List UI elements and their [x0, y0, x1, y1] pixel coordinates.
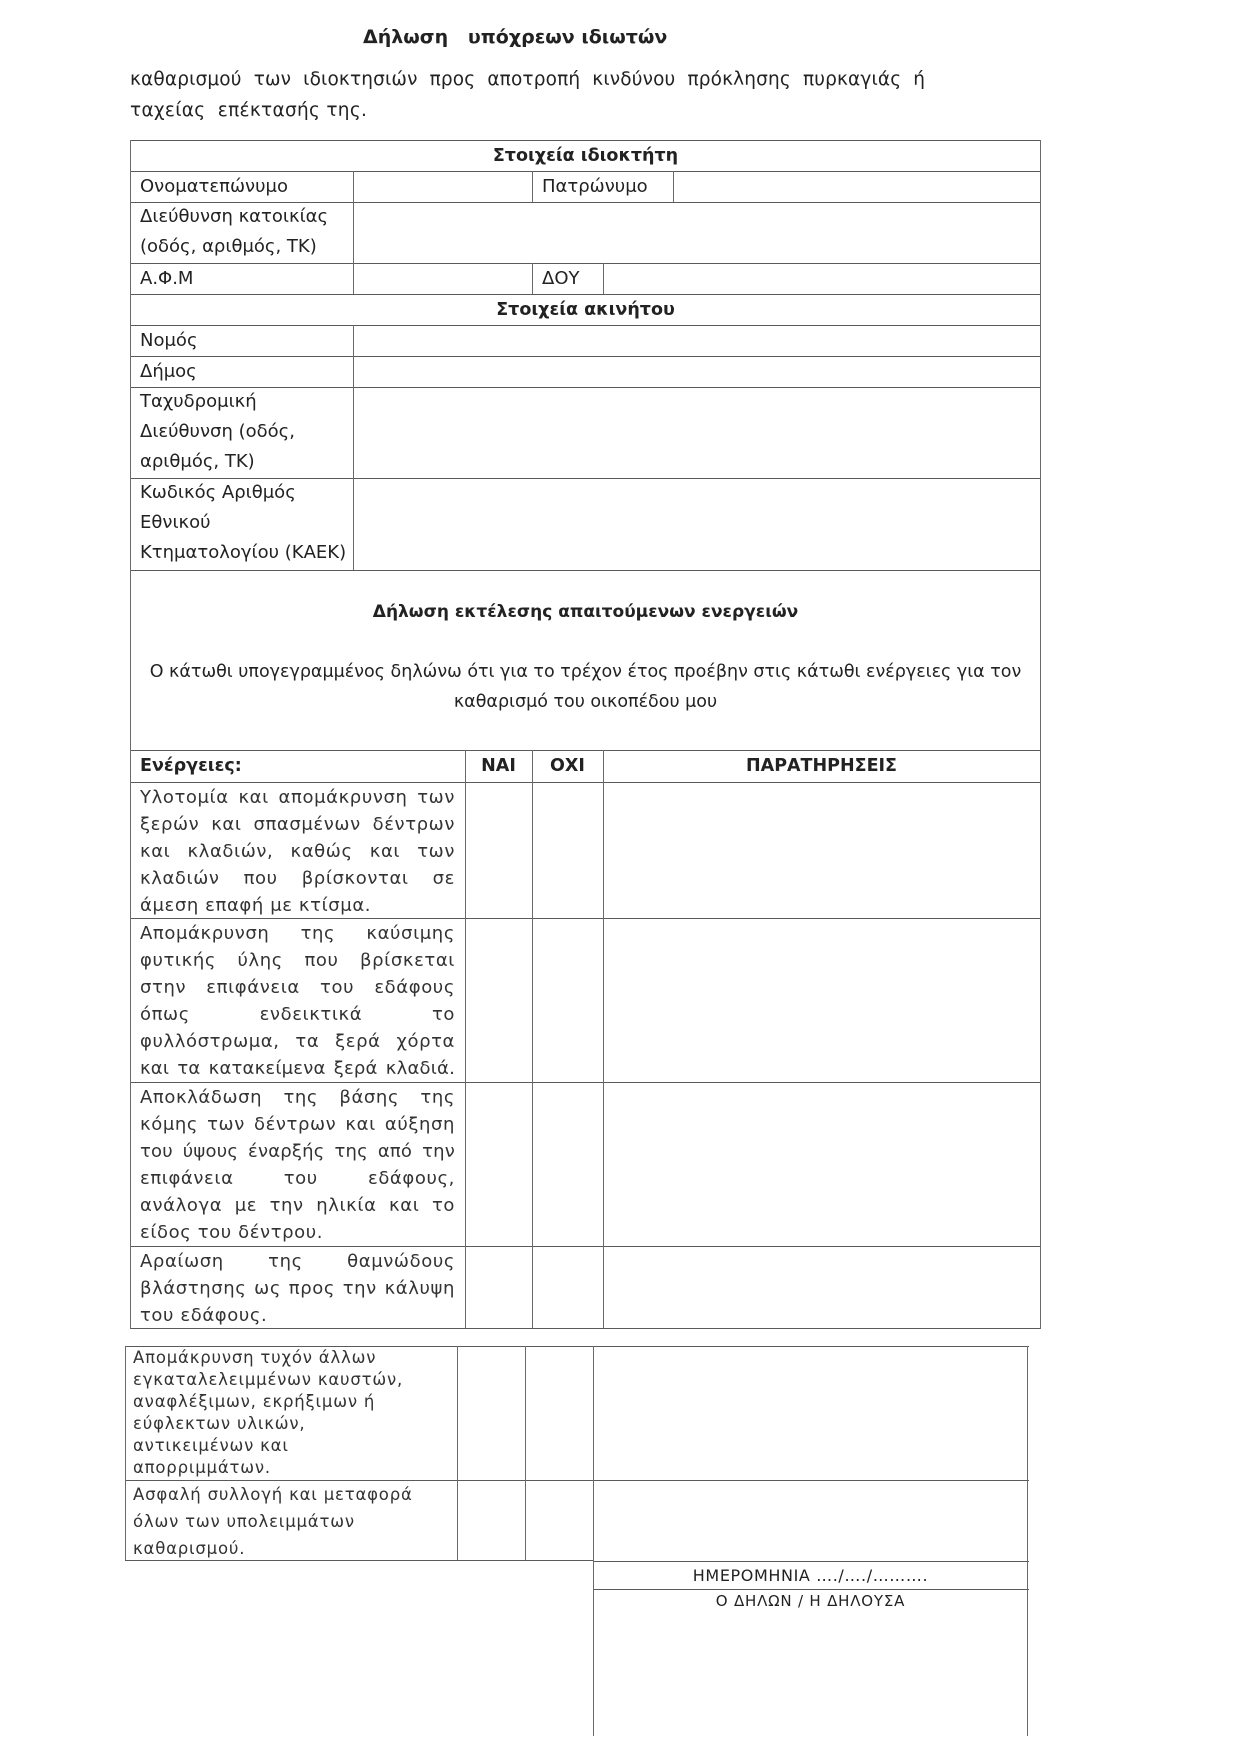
action-line: Υλοτομία και απομάκρυνση των	[140, 787, 455, 808]
action-description	[130, 920, 465, 1082]
kaek-label-line: Εθνικού	[140, 512, 211, 533]
action-description	[130, 784, 465, 918]
action-description	[130, 1248, 465, 1328]
home-address-label	[130, 202, 353, 263]
action-line: Ασφαλή συλλογή και μεταφορά	[133, 1485, 413, 1504]
action-line: και τα κατακείμενα ξερά κλαδιά.	[140, 1058, 455, 1079]
yes-checkbox-cell[interactable]	[466, 783, 532, 918]
action-line: επιφάνεια του εδάφους,	[140, 1168, 455, 1189]
intro-line: ταχείας επέκτασής της.	[130, 100, 368, 121]
action-line: απορριμμάτων.	[133, 1458, 271, 1477]
action-line: καθαρισμού.	[133, 1539, 246, 1558]
actions-column-header: Ενέργειες:	[140, 756, 242, 776]
declaration-title: Δήλωση εκτέλεσης απαιτούμενων ενεργειών	[372, 602, 799, 622]
postal-address-label-line: αριθμός, ΤΚ)	[140, 451, 255, 472]
action-line: κλαδιών που βρίσκονται σε	[140, 868, 455, 889]
yes-checkbox-cell[interactable]	[458, 1481, 525, 1560]
action-line: φυτικής ύλης που βρίσκεται	[140, 950, 455, 971]
action-description	[130, 1084, 465, 1246]
action-line: στην επιφάνεια του εδάφους	[140, 977, 455, 998]
action-line: του εδάφους.	[140, 1305, 268, 1326]
municipality-label: Δήμος	[140, 361, 197, 382]
no-checkbox-cell[interactable]	[533, 1083, 603, 1246]
action-line: εγκαταλελειμμένων καυστών,	[133, 1370, 404, 1389]
full-name-field[interactable]	[354, 172, 532, 202]
date-field[interactable]: ΗΜΕΡΟΜΗΝΙΑ …./…./……….	[692, 1566, 929, 1585]
remarks-field[interactable]	[604, 1247, 1040, 1328]
action-line: Απομάκρυνση τυχόν άλλων	[133, 1348, 377, 1367]
no-checkbox-cell[interactable]	[533, 919, 603, 1082]
postal-address-label-line: Ταχυδρομική	[140, 391, 257, 412]
document-intro	[130, 64, 950, 126]
action-line: του ύψους έναρξής της από την	[140, 1141, 455, 1162]
home-address-label-line: (οδός, αριθμός, ΤΚ)	[140, 236, 317, 257]
action-line: κόμης των δέντρων και αύξηση	[140, 1114, 455, 1135]
home-address-label-line: Διεύθυνση κατοικίας	[140, 206, 329, 227]
action-line: αντικειμένων και	[133, 1436, 289, 1455]
action-line: είδος του δέντρου.	[140, 1222, 324, 1243]
action-line: Αραίωση της θαμνώδους	[140, 1251, 455, 1272]
kaek-field[interactable]	[354, 479, 1040, 570]
action-line: Αποκλάδωση της βάσης της	[140, 1087, 455, 1108]
declaration-text-line: Ο κάτωθι υπογεγραμμένος δηλώνω ότι για το τρέχον έτος προέβην στις κάτωθι ενέργειες για τον	[149, 662, 1022, 682]
home-address-field[interactable]	[354, 203, 1040, 263]
action-line: Απομάκρυνση της καύσιμης	[140, 923, 455, 944]
declaration-text-line: καθαρισμό του οικοπέδου μου	[453, 692, 718, 712]
remarks-field[interactable]	[604, 1083, 1040, 1246]
action-line: ξερών και σπασμένων δέντρων	[140, 814, 455, 835]
action-line: ανάλογα με την ηλικία και το	[140, 1195, 455, 1216]
signer-label: Ο ΔΗΛΩΝ / Η ΔΗΛΟΥΣΑ	[715, 1592, 906, 1610]
afm-label: Α.Φ.Μ	[140, 268, 194, 289]
action-line: όλων των υπολειμμάτων	[133, 1512, 355, 1531]
declaration-text	[130, 657, 1041, 719]
remarks-column-header: ΠΑΡΑΤΗΡΗΣΕΙΣ	[746, 756, 897, 776]
action-line: και κλαδιών, καθώς και των	[140, 841, 455, 862]
kaek-label	[130, 478, 353, 570]
yes-column-header: ΝΑΙ	[481, 756, 516, 776]
postal-address-label	[130, 387, 353, 478]
prefecture-label: Νομός	[140, 330, 198, 351]
doy-label: ΔΟΥ	[542, 268, 580, 289]
signature-area[interactable]	[594, 1614, 1027, 1736]
action-line: αναφλέξιμων, εκρήξιμων ή	[133, 1392, 376, 1411]
action-line: βλάστησης ως προς την κάλυψη	[140, 1278, 455, 1299]
full-name-label: Ονοματεπώνυμο	[140, 176, 288, 197]
father-name-field[interactable]	[674, 172, 1040, 202]
no-checkbox-cell[interactable]	[533, 1247, 603, 1328]
no-checkbox-cell[interactable]	[526, 1347, 593, 1480]
action-line: άμεση επαφή με κτίσμα.	[140, 895, 372, 916]
postal-address-label-line: Διεύθυνση (οδός,	[140, 421, 295, 442]
kaek-label-line: Κωδικός Αριθμός	[140, 482, 296, 503]
intro-line: καθαρισμού των ιδιοκτησιών προς αποτροπή κινδύνου πρόκλησης πυρκαγιάς ή	[130, 69, 926, 90]
no-column-header: ΟΧΙ	[550, 756, 585, 776]
document-title: Δήλωση υπόχρεων ιδιωτών	[363, 26, 668, 48]
action-description	[125, 1347, 457, 1480]
kaek-label-line: Κτηματολογίου (ΚΑΕΚ)	[140, 542, 347, 563]
action-description	[125, 1481, 457, 1560]
property-section-header: Στοιχεία ακινήτου	[496, 300, 675, 320]
postal-address-field[interactable]	[354, 388, 1040, 478]
remarks-field[interactable]	[604, 783, 1040, 918]
yes-checkbox-cell[interactable]	[466, 919, 532, 1082]
doy-field[interactable]	[604, 264, 1040, 294]
prefecture-field[interactable]	[354, 326, 1040, 356]
yes-checkbox-cell[interactable]	[458, 1347, 525, 1480]
remarks-field[interactable]	[604, 919, 1040, 1082]
no-checkbox-cell[interactable]	[526, 1481, 593, 1560]
remarks-field[interactable]	[594, 1347, 1027, 1480]
remarks-field[interactable]	[594, 1481, 1027, 1561]
action-line: όπως ενδεικτικά το	[140, 1004, 455, 1025]
afm-field[interactable]	[354, 264, 532, 294]
municipality-field[interactable]	[354, 357, 1040, 387]
yes-checkbox-cell[interactable]	[466, 1083, 532, 1246]
action-line: φυλλόστρωμα, τα ξερά χόρτα	[140, 1031, 455, 1052]
no-checkbox-cell[interactable]	[533, 783, 603, 918]
yes-checkbox-cell[interactable]	[466, 1247, 532, 1328]
father-name-label: Πατρώνυμο	[542, 176, 648, 197]
owner-section-header: Στοιχεία ιδιοκτήτη	[492, 146, 679, 166]
action-line: εύφλεκτων υλικών,	[133, 1414, 306, 1433]
